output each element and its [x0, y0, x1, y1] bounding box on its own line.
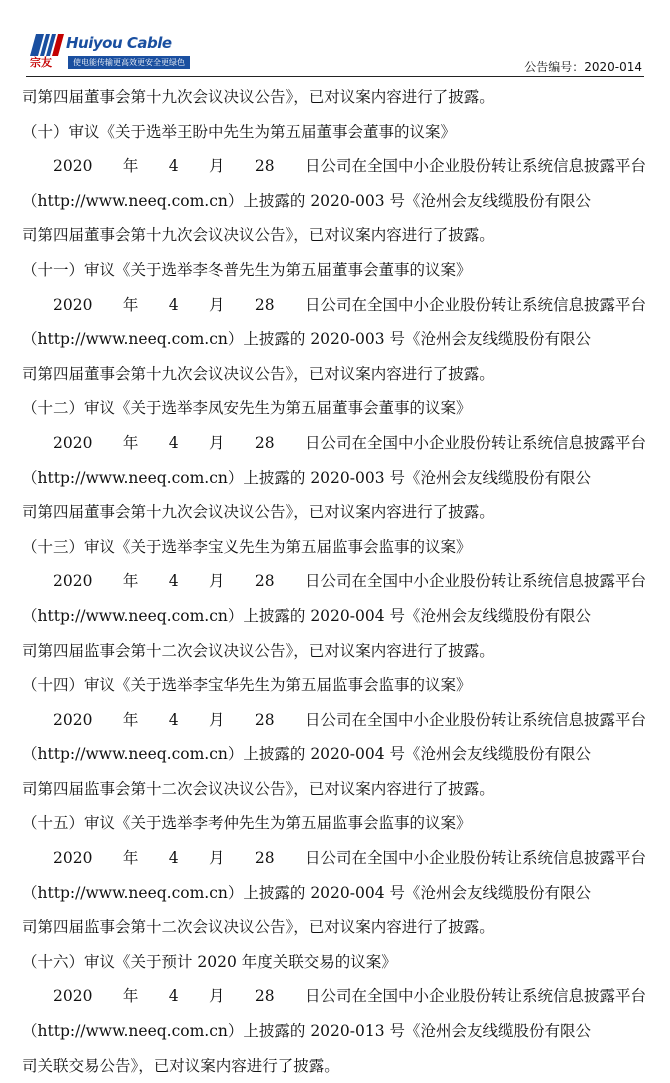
section-heading: （十）审议《关于选举王盼中先生为第五届董事会董事的议案》 — [22, 122, 457, 141]
body-line: 司第四届董事会第十九次会议决议公告》，已对议案内容进行了披露。 — [22, 226, 495, 245]
body-line: 司第四届董事会第十九次会议决议公告》，已对议案内容进行了披露。 — [22, 364, 495, 383]
logo-cn-text: 宗友 — [30, 56, 52, 69]
announcement-number: 公告编号：2020-014 — [524, 60, 642, 74]
section-heading: （十二）审议《关于选举李凤安先生为第五届董事会董事的议案》 — [22, 399, 472, 418]
company-logo — [30, 32, 190, 72]
body-line: （http://www.neeq.com.cn）上披露的 2020-013 号《沧州会友线缆股份有限公 — [22, 1022, 592, 1041]
body-line: （http://www.neeq.com.cn）上披露的 2020-004 号《沧州会友线缆股份有限公 — [22, 745, 592, 764]
section-heading: （十五）审议《关于选举李考仲先生为第五届监事会监事的议案》 — [22, 814, 472, 833]
body-line: 司第四届董事会第十九次会议决议公告》，已对议案内容进行了披露。 — [22, 88, 495, 106]
body-line: 2020 年 4 月 28 日公司在全国中小企业股份转让系统信息披露平台 — [53, 849, 646, 868]
body-line: 司第四届董事会第十九次会议决议公告》，已对议案内容进行了披露。 — [22, 503, 495, 522]
body-line: 2020 年 4 月 28 日公司在全国中小企业股份转让系统信息披露平台 — [53, 710, 646, 729]
header-divider — [26, 76, 644, 77]
body-line: （http://www.neeq.com.cn）上披露的 2020-004 号《沧州会友线缆股份有限公 — [22, 883, 592, 902]
body-line: 2020 年 4 月 28 日公司在全国中小企业股份转让系统信息披露平台 — [53, 987, 646, 1006]
body-line: 2020 年 4 月 28 日公司在全国中小企业股份转让系统信息披露平台 — [53, 295, 646, 314]
logo-brand-text: Huiyou Cable — [66, 34, 172, 52]
body-line: 司第四届监事会第十二次会议决议公告》，已对议案内容进行了披露。 — [22, 779, 495, 798]
body-line: （http://www.neeq.com.cn）上披露的 2020-003 号《沧州会友线缆股份有限公 — [22, 468, 592, 487]
section-heading: （十四）审议《关于选举李宝华先生为第五届监事会监事的议案》 — [22, 676, 472, 695]
body-line: （http://www.neeq.com.cn）上披露的 2020-003 号《沧州会友线缆股份有限公 — [22, 191, 592, 210]
body-line: 2020 年 4 月 28 日公司在全国中小企业股份转让系统信息披露平台 — [53, 572, 646, 591]
body-line: 2020 年 4 月 28 日公司在全国中小企业股份转让系统信息披露平台 — [53, 157, 646, 176]
body-line: （http://www.neeq.com.cn）上披露的 2020-003 号《沧州会友线缆股份有限公 — [22, 330, 592, 349]
document-body — [22, 80, 646, 1083]
body-line: 司第四届监事会第十二次会议决议公告》，已对议案内容进行了披露。 — [22, 641, 495, 660]
body-line: 2020 年 4 月 28 日公司在全国中小企业股份转让系统信息披露平台 — [53, 433, 646, 452]
logo-slogan: 使电能传输更高效更安全更绿色 — [68, 56, 190, 69]
section-heading: （十三）审议《关于选举李宝义先生为第五届监事会监事的议案》 — [22, 537, 472, 556]
section-heading: （十一）审议《关于选举李冬普先生为第五届董事会董事的议案》 — [22, 260, 472, 279]
section-heading: （十六）审议《关于预计 2020 年度关联交易的议案》 — [22, 952, 397, 971]
page-header — [0, 0, 670, 80]
body-line: 司关联交易公告》，已对议案内容进行了披露。 — [22, 1056, 340, 1075]
body-line: （http://www.neeq.com.cn）上披露的 2020-004 号《沧州会友线缆股份有限公 — [22, 606, 592, 625]
body-line: 司第四届监事会第十二次会议决议公告》，已对议案内容进行了披露。 — [22, 918, 495, 937]
logo-stripes-icon — [30, 34, 64, 56]
